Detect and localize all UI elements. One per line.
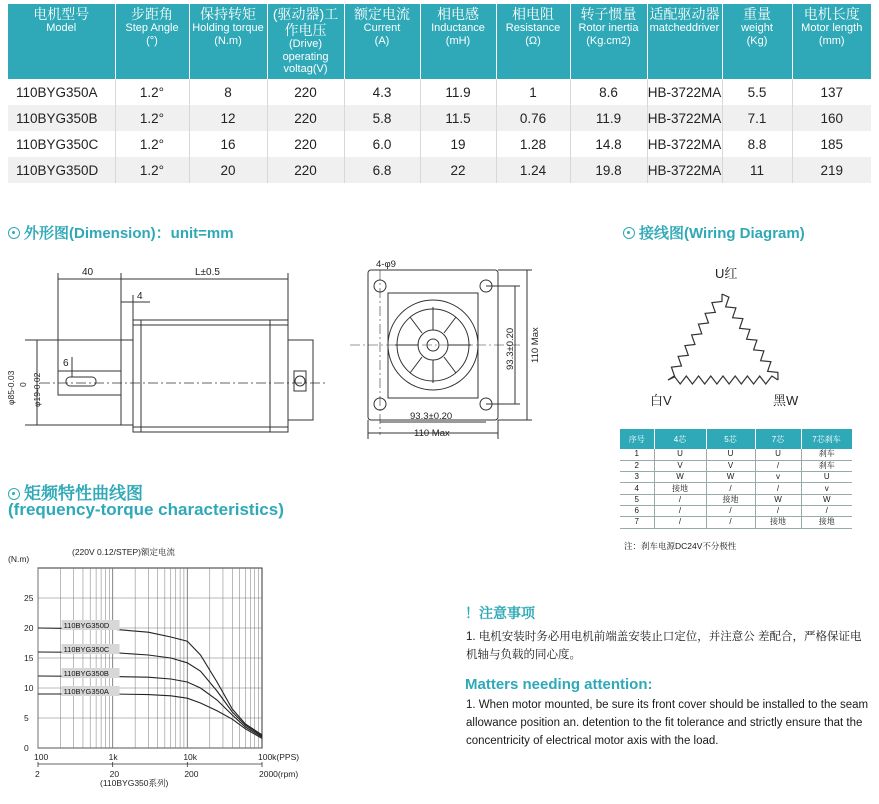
spec-cell: 5.8 [344, 105, 420, 131]
spec-header-zh: 步距角 [131, 6, 173, 22]
spec-header-en: Step Angle [125, 22, 179, 35]
chart-y-ticks [24, 593, 34, 753]
spec-header-cell [647, 4, 722, 79]
frequency-torque-chart [0, 540, 330, 790]
circle-bullet-icon [623, 227, 635, 239]
dim-shaft-length: 40 [82, 267, 94, 278]
wiring-row [620, 483, 852, 494]
spec-cell: 0.76 [496, 105, 570, 131]
notes-title-zh: ！注意事项 [465, 605, 535, 621]
wiring-header-cell: 4芯 [654, 429, 706, 449]
spec-header-en: matcheddriver [649, 22, 720, 35]
spec-cell: 110BYG350C [8, 131, 115, 157]
spec-row [8, 79, 871, 105]
dim-pitch-v: 93.3±0.20 [505, 327, 516, 370]
chart-series-label: 110BYG350A [63, 687, 109, 696]
wiring-row [620, 494, 852, 505]
wiring-cell: 3 [620, 472, 654, 483]
spec-header-zh: (驱动器)工作电压 [272, 6, 339, 39]
chart-y-tick-label: 15 [24, 653, 34, 663]
chart-y-tick-label: 25 [24, 593, 34, 603]
wiring-row [620, 472, 852, 483]
dimension-front-view [350, 255, 550, 445]
spec-cell: HB-3722MA [647, 157, 722, 183]
spec-cell: 16 [189, 131, 267, 157]
spec-header-en: Rotor inertia [578, 22, 639, 35]
spec-header-cell [344, 4, 420, 79]
wire-u-label: U红 [715, 266, 738, 281]
chart-series-label: 110BYG350B [63, 669, 109, 678]
chart-x-rpm-label: 2000(rpm) [259, 769, 299, 779]
wiring-cell: U [654, 449, 706, 460]
wiring-cell: 接地 [706, 494, 755, 505]
wiring-cell: 1 [620, 449, 654, 460]
spec-header-unit: (mH) [445, 34, 471, 47]
spec-header-zh: 适配驱动器 [649, 6, 720, 22]
wiring-table [620, 429, 853, 529]
spec-cell: 219 [792, 157, 871, 183]
spec-row [8, 157, 871, 183]
notes-title-en: Matters needing attention: [465, 676, 653, 693]
dim-zero: 0 [18, 382, 28, 387]
spec-cell: 220 [267, 79, 344, 105]
spec-header-en: (Drive) operating voltag(V) [282, 38, 329, 76]
spec-cell: 1 [496, 79, 570, 105]
spec-cell: 6.8 [344, 157, 420, 183]
wiring-row [620, 517, 852, 528]
wiring-cell: / [654, 517, 706, 528]
notes-text-zh: 1. 电机安装时务必用电机前端盖安装止口定位，并注意公 差配合，严格保证电机轴与负载的同心度。 [466, 631, 862, 661]
spec-header-en: Model [46, 22, 77, 35]
chart-x-pps-label: 100k(PPS) [258, 752, 300, 762]
chart-y-tick-label: 5 [24, 713, 29, 723]
wiring-cell: U [801, 472, 852, 483]
spec-cell: 1.2° [115, 79, 189, 105]
wiring-cell: / [706, 517, 755, 528]
wiring-cell: V [654, 460, 706, 471]
wiring-row [620, 449, 852, 460]
spec-header-cell [189, 4, 267, 79]
spec-header-zh: 相电感 [437, 6, 479, 22]
chart-x-pps-label: 10k [183, 752, 198, 762]
spec-cell: 220 [267, 105, 344, 131]
wiring-header-cell: 序号 [620, 429, 654, 449]
chart-x-rpm-label: 2 [35, 769, 40, 779]
spec-cell: 11 [722, 157, 792, 183]
spec-cell: 1.2° [115, 131, 189, 157]
chart-x-rpm-label: 200 [184, 769, 199, 779]
dim-flange: 4 [137, 291, 143, 302]
spec-cell: 137 [820, 84, 844, 100]
spec-header-cell [267, 4, 344, 79]
wiring-cell: 2 [620, 460, 654, 471]
chart-x-rpm-label: 20 [109, 769, 120, 779]
wiring-header-cell: 7芯 [755, 429, 801, 449]
motor-body [133, 320, 288, 432]
wire-w-label: 黑W [773, 393, 799, 408]
dimension-heading [8, 222, 234, 243]
spec-header-cell [8, 4, 115, 79]
spec-cell: 220 [267, 157, 344, 183]
spec-header-zh: 相电阻 [512, 6, 554, 22]
wiring-header-cell: 7芯刹车 [801, 429, 852, 449]
spec-header-en: Current [363, 22, 401, 35]
wiring-cell: 刹车 [801, 460, 852, 471]
spec-cell: 110BYG350D [8, 157, 115, 183]
spec-header-unit: (A) [374, 34, 390, 47]
wiring-cell: 6 [620, 505, 654, 516]
chart-x-ticks [34, 752, 299, 779]
wiring-header-row [620, 429, 852, 449]
spec-cell: 12 [189, 105, 267, 131]
spec-cell: 160 [792, 105, 871, 131]
chart-y-tick-label: 0 [24, 743, 29, 753]
spec-cell: 22 [420, 157, 496, 183]
spec-body [8, 79, 871, 183]
dim-pitch-h: 93.3±0.20 [410, 411, 453, 422]
spec-cell: HB-3722MA [647, 79, 722, 105]
spec-header-unit: (mm) [818, 34, 845, 47]
spec-cell: 5.5 [722, 79, 792, 105]
spec-header-en: Resistance [505, 22, 561, 35]
chart-heading-zh: 矩频特性曲线图 [24, 484, 143, 503]
dim-max-v: 110 Max [530, 327, 541, 363]
chart-heading-en: (frequency-torque characteristics) [8, 500, 284, 519]
dim-body-length: L±0.5 [195, 267, 220, 278]
chart-x-pps-label: 100 [34, 752, 49, 762]
chart-x-pps-label: 1k [108, 752, 118, 762]
spec-cell: 11.9 [570, 105, 647, 131]
wiring-cell: 5 [620, 494, 654, 505]
wiring-cell: / [706, 505, 755, 516]
chart-caption: (110BYG350系列) [100, 778, 169, 788]
spec-cell: 1.2° [115, 157, 189, 183]
spec-header-cell [496, 4, 570, 79]
wiring-cell: / [755, 505, 801, 516]
spec-cell: 110BYG350B [8, 105, 115, 131]
spec-header-zh: 重量 [743, 6, 771, 22]
wiring-cell: / [755, 483, 801, 494]
spec-header-cell [792, 4, 871, 79]
wiring-cell: 接地 [654, 483, 706, 494]
wiring-title: 接线图(Wiring Diagram) [639, 225, 805, 242]
spec-header-zh: 保持转矩 [200, 6, 256, 22]
spec-header-cell [115, 4, 189, 79]
chart-series-line [38, 694, 262, 738]
coil-vw [668, 376, 778, 384]
spec-header-en: Holding torque [192, 22, 264, 35]
wiring-cell: / [706, 483, 755, 494]
dim-key: 6 [63, 358, 69, 369]
chart-y-tick-label: 20 [24, 623, 34, 633]
spec-header-zh: 电机长度 [803, 6, 860, 22]
wiring-cell: W [706, 472, 755, 483]
wiring-cell: V [706, 460, 755, 471]
wire-v-label: 白V [650, 393, 672, 408]
spec-header-en: weight [741, 22, 773, 35]
spec-header-row [8, 4, 871, 79]
wiring-cell: 7 [620, 517, 654, 528]
dim-holes: 4-φ9 [376, 259, 396, 270]
circle-bullet-icon [8, 488, 20, 500]
spec-cell: 185 [820, 136, 844, 152]
spec-cell: 8 [189, 79, 267, 105]
spec-header-zh: 额定电流 [354, 6, 410, 22]
spec-cell: 220 [267, 131, 344, 157]
chart-y-tick-label: 10 [24, 683, 34, 693]
chart-ylabel: (N.m) [8, 554, 30, 564]
dim-dia85: φ85-0.03 [6, 370, 16, 405]
spec-cell: 11.5 [420, 105, 496, 131]
spec-row [8, 105, 871, 131]
spec-cell: HB-3722MA [647, 105, 722, 131]
coil-uw [722, 294, 778, 380]
dim-max-h: 110 Max [414, 428, 450, 439]
wiring-cell: / [755, 460, 801, 471]
spec-cell: 19.8 [570, 157, 647, 183]
chart-title: (220V 0.12/STEP)额定电流 [72, 547, 175, 557]
spec-cell: HB-3722MA [647, 131, 722, 157]
spec-cell: 6.0 [344, 131, 420, 157]
spec-header-zh: 电机型号 [33, 6, 90, 22]
wiring-cell: / [654, 505, 706, 516]
spec-cell: 11.9 [420, 79, 496, 105]
spec-cell: 19 [420, 131, 496, 157]
spec-header-unit: (Kg.cm2) [586, 34, 631, 47]
spec-header-cell [722, 4, 792, 79]
circle-bullet-icon [8, 227, 20, 239]
spec-cell: 8.8 [722, 131, 792, 157]
chart-grid [38, 568, 262, 748]
spec-header-zh: 转子惯量 [580, 6, 637, 22]
wiring-cell: W [654, 472, 706, 483]
spec-cell: 1.2° [115, 105, 189, 131]
chart-series-label: 110BYG350C [63, 645, 110, 654]
wiring-row [620, 460, 852, 471]
wiring-cell: W [755, 494, 801, 505]
spec-header-en: Inductance [431, 22, 485, 35]
dimension-side-view [0, 245, 330, 450]
spec-cell: 1.28 [496, 131, 570, 157]
wiring-cell: 接地 [755, 517, 801, 528]
dimension-title: 外形图(Dimension)：unit=mm [24, 225, 234, 242]
spec-header-unit: (Kg) [746, 34, 768, 47]
spec-header-unit: (Ω) [525, 34, 541, 47]
wiring-cell: U [706, 449, 755, 460]
spec-cell: 1.24 [496, 157, 570, 183]
notes-text-en: 1. When motor mounted, be sure its front cover should be installed to the seam allowance position an. detention to the fit tolerance and strictly ensure that the concentricity of electrical motor axis with the load. [466, 699, 869, 747]
wiring-cell: 接地 [801, 517, 852, 528]
spec-cell: 14.8 [570, 131, 647, 157]
wiring-cell: U [755, 449, 801, 460]
spec-header-unit: (°) [146, 34, 158, 47]
coil-uv [668, 294, 722, 380]
wiring-row [620, 505, 852, 516]
wiring-note: 注：刹车电源DC24V不分极性 [624, 541, 737, 551]
spec-header-cell [420, 4, 496, 79]
dim-dia19: φ19-0.02 [32, 372, 42, 407]
spec-cell: 4.3 [344, 79, 420, 105]
spec-cell: 7.1 [722, 105, 792, 131]
wiring-diagram [640, 262, 840, 412]
spec-header-unit: (N.m) [214, 34, 242, 47]
spec-cell: 110BYG350A [8, 79, 115, 105]
wiring-cell: v [755, 472, 801, 483]
wiring-header-cell: 5芯 [706, 429, 755, 449]
wiring-cell: / [801, 505, 852, 516]
wiring-cell: 4 [620, 483, 654, 494]
motor-flange [121, 340, 133, 425]
spec-header-en: Motor length [801, 22, 863, 35]
spec-table [8, 4, 871, 183]
chart-series-label: 110BYG350D [63, 621, 110, 630]
wiring-cell: v [801, 483, 852, 494]
spec-header-cell [570, 4, 647, 79]
spec-cell: 20 [189, 157, 267, 183]
wiring-cell: 刹车 [801, 449, 852, 460]
wiring-body [620, 449, 852, 528]
wiring-cell: W [801, 494, 852, 505]
spec-cell: 8.6 [570, 79, 647, 105]
wiring-heading [623, 222, 805, 243]
spec-row [8, 131, 871, 157]
wiring-cell: / [654, 494, 706, 505]
